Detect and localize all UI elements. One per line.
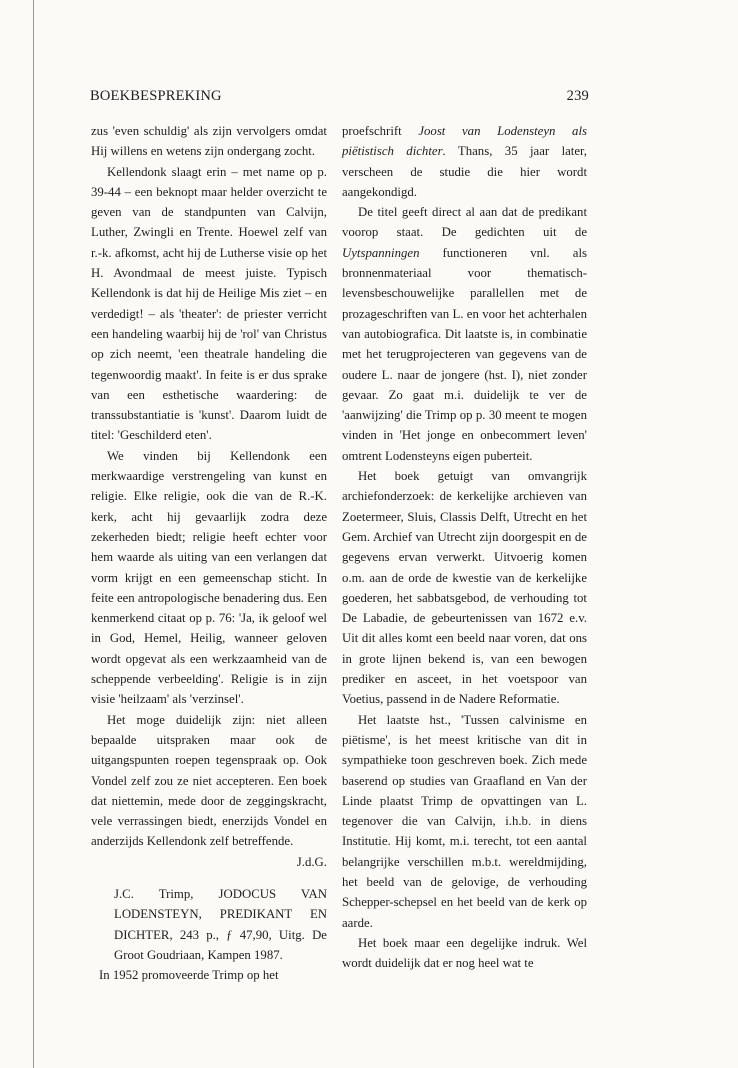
paragraph: In 1952 promoveerde Trimp op het — [99, 968, 279, 983]
paragraph: zus 'even schuldig' als zijn vervolgers omdat Hij willens en wetens zijn ondergang zocht. — [91, 124, 327, 159]
reviewer-signature: J.d.G. — [296, 854, 327, 869]
page-number: 239 — [566, 88, 589, 104]
paragraph: Het laatste hst., 'Tussen calvinisme en piëtisme', is het meest kritische van dit in sympathieke toon geschreven boek. Zich mede baserend op studies van Graafland en Van der Linde plaatst Trimp de opvattingen van L. tegenover die van Calvijn, i.h.b. in diens Institutie. Hij komt, m.i. terecht, tot een aantal belangrijke verschillen m.b.t. wereldmijding, het beeld van de gelovige, de verhouding Schepper-schepsel en het beeld van de kerk op aarde. — [342, 712, 587, 930]
paragraph — [342, 121, 587, 202]
paragraph: Het boek maar een degelijke indruk. Wel wordt duidelijk dat er nog heel wat te — [342, 935, 587, 971]
text-run: De titel geeft direct al aan dat de predikant voorop staat. De gedichten uit de — [342, 205, 587, 240]
right-column — [342, 121, 587, 973]
book-reference: J.C. Trimp, JODOCUS VAN LODENSTEYN, PREDIKANT EN DICHTER, 243 p., ƒ 47,90, Uitg. De Groot Goudriaan, Kampen 1987. — [114, 886, 327, 962]
page-spine-edge — [33, 0, 34, 1068]
paragraph: Het boek getuigt van omvangrijk archiefonderzoek: de kerkelijke archieven van Zoetermeer, Sluis, Classis Delft, Utrecht en het Gem. Archief van Utrecht zijn doorgespit en de gegevens ervan verwerkt. Uitvoerig komen o.m. aan de orde de kwestie van de kerkelijke goederen, het sabbatsgebod, de verhouding tot De Labadie, de gebeurtenissen van 1672 e.v. Uit dit alles komt een beeld naar voren, dat ons in grote lijnen bekend is, van een bewogen prediker en asceet, in het voetspoor van Voetius, passend in de Nadere Reformatie. — [342, 469, 587, 707]
paragraph: Kellendonk slaagt erin – met name op p. 39-44 – een beknopt maar helder overzicht te geven van de standpunten van Calvijn, Luther, Zwingli en Trente. Hoewel zelf van r.-k. afkomst, acht hij de Lutherse visie op het H. Avondmaal de meest juiste. Typisch Kellendonk is dat hij de Heilige Mis ziet – en verdedigt! – als 'theater': de priester verricht een handeling waarbij hij de 'rol' van Christus op zich neemt, 'een theatrale handeling die tegenwoordig maakt'. In feite is er dus sprake van een esthetische waardering: de transsubstantiatie is 'kunst'. Daarom luidt de titel: 'Geschilderd eten'. — [91, 164, 327, 443]
text-run: functioneren vnl. als bronnenmateriaal voor thematisch-levensbeschouwelijke parallellen met de prozageschriften van L. en voor het achterhalen van autobiografica. Dit laatste is, in combinatie met het terugprojecteren van gegevens van de oudere L. naar de jongere (hst. I), niet zonder gevaar. Zo gaat m.i. duidelijk te ver de 'aanwijzing' die Trimp op p. 30 meent te mogen vinden in 'Het jonge en onbecommert leven' omtrent Lodensteyns eigen puberteit. — [342, 245, 587, 463]
running-title: BOEKBESPREKING — [90, 88, 222, 104]
left-column — [91, 121, 327, 985]
work-title-italic: Uytspanningen — [342, 245, 420, 260]
paragraph: We vinden bij Kellendonk een merkwaardige verstrengeling van kunst en religie. Elke religie, ook die van de R.-K. kerk, acht hij gevaarlijk zodra deze zekerheden biedt; religie heeft echter voor hem waarde als uiting van een verlangen dat vorm krijgt en een gemeenschap sticht. In feite een antropologische benadering dus. Een kenmerkend citaat op p. 76: 'Ja, ik geloof wel in God, Hemel, Heilig, wanneer geloven wordt opgevat als een werkzaamheid van de scheppende verbeelding'. Religie is in zijn visie 'heilzaam' als 'verzinsel'. — [91, 448, 327, 707]
paragraph: Het moge duidelijk zijn: niet alleen bepaalde uitspraken maar ook de uitgangspunten roepen tegenspraak op. Ook Vondel zelf zou ze niet accepteren. Een boek dat niettemin, mede door de zeggingskracht, vele verrassingen biedt, enerzijds Vondel en anderzijds Kellendonk zelf betreffende. — [91, 712, 327, 849]
text-run: . Thans, 35 jaar later, verscheen de studie die hier wordt aangekondigd. — [342, 144, 587, 199]
text-run: proefschrift — [342, 124, 419, 138]
paragraph — [342, 202, 587, 466]
book-title-italic: Joost van Lodensteyn als piëtistisch dichter — [342, 124, 587, 159]
